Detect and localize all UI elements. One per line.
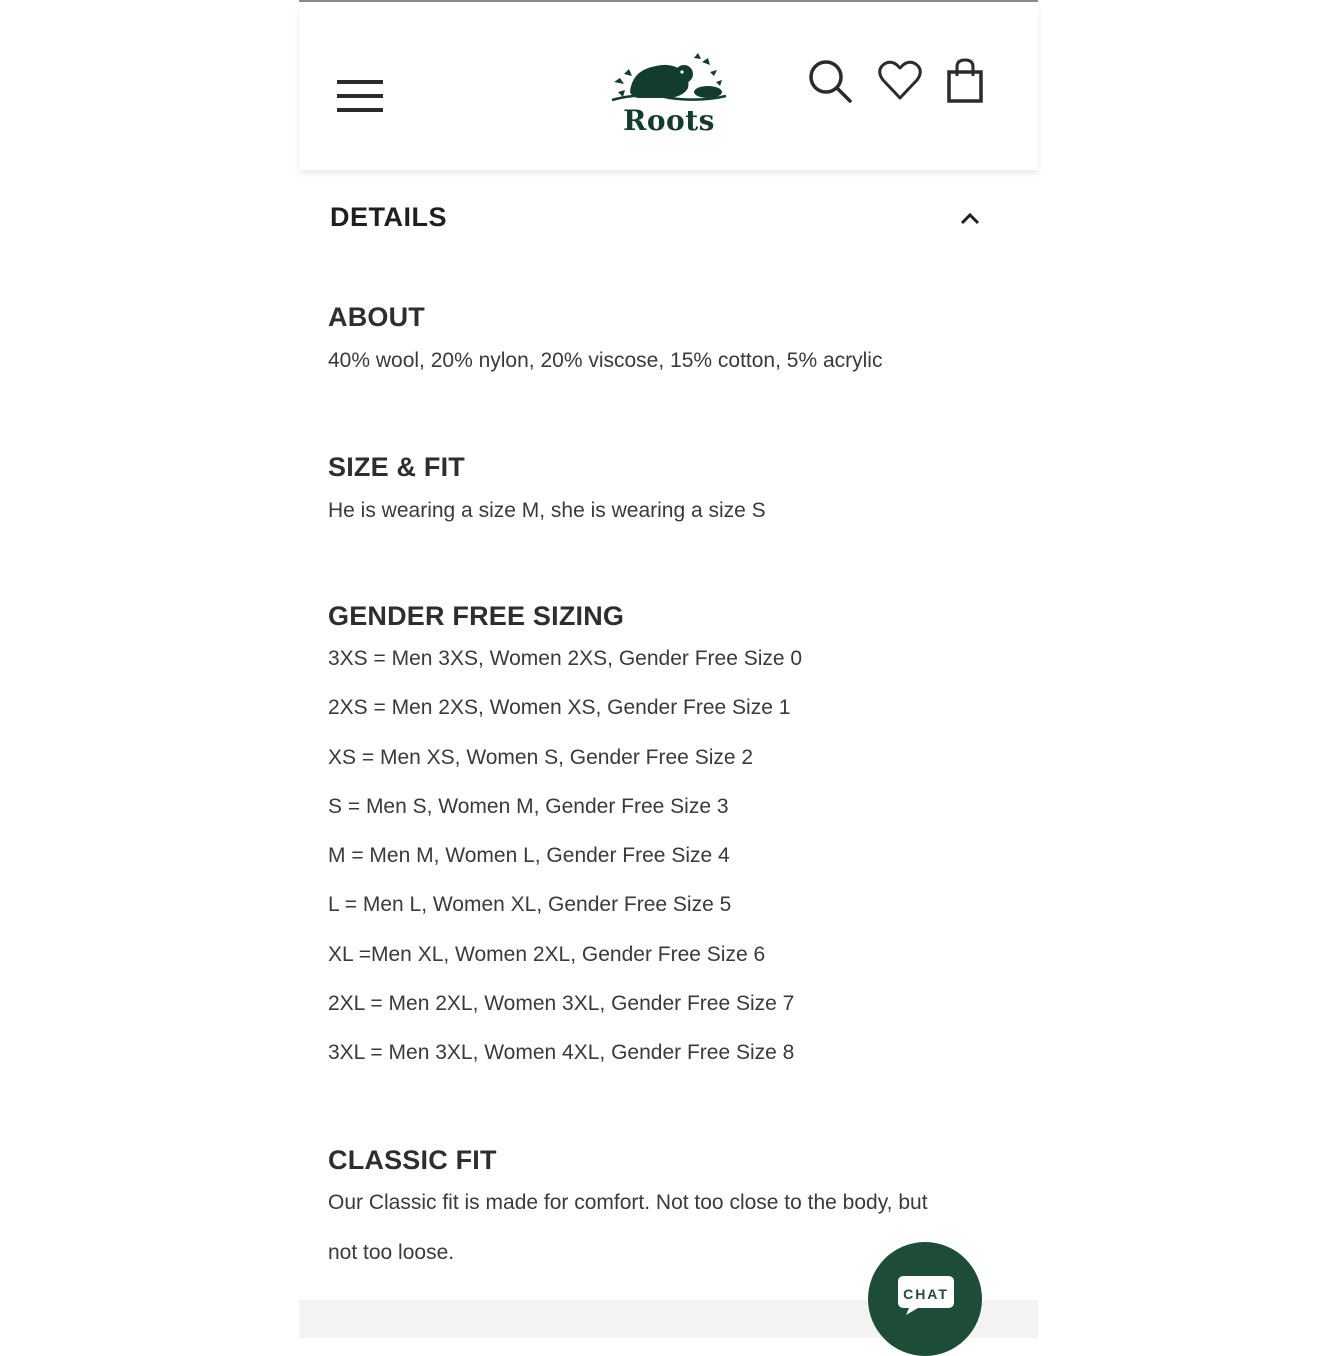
list-item: 3XL = Men 3XL, Women 4XL, Gender Free Size 8 [328,1041,795,1065]
heart-icon [877,58,923,104]
about-heading: ABOUT [328,302,425,332]
list-item: L = Men L, Women XL, Gender Free Size 5 [328,893,732,917]
search-button[interactable] [807,58,853,104]
details-accordion-header[interactable] [330,196,990,242]
size-fit-text: He is wearing a size M, she is wearing a size S [328,499,766,522]
site-header [299,2,1038,170]
about-section [328,300,1018,378]
roots-logo[interactable] [610,52,728,142]
chevron-up-icon [958,208,982,228]
list-item: XL =Men XL, Women 2XL, Gender Free Size 6 [328,942,766,966]
size-conversion-list [328,634,1018,1078]
chat-button[interactable] [868,1242,982,1356]
chat-label: CHAT [903,1286,949,1302]
hamburger-menu-icon [335,76,385,116]
classic-fit-text-line1: Our Classic fit is made for comfort. Not too close to the body, but [328,1191,928,1214]
size-fit-heading: SIZE & FIT [328,452,465,482]
list-item: M = Men M, Women L, Gender Free Size 4 [328,844,730,868]
gender-free-sizing-section [328,599,1018,1078]
logo-wordmark: Roots [623,104,715,137]
list-item: 2XS = Men 2XS, Women XS, Gender Free Size 1 [328,696,791,720]
details-title: DETAILS [330,202,447,232]
list-item: 2XL = Men 2XL, Women 3XL, Gender Free Size 7 [328,992,795,1016]
list-item: S = Men S, Women M, Gender Free Size 3 [328,794,729,818]
wishlist-button[interactable] [877,58,923,104]
size-fit-section [328,450,1018,528]
classic-fit-text-line2: not too loose. [328,1241,455,1265]
shopping-bag-button[interactable] [945,58,985,104]
gender-free-sizing-heading: GENDER FREE SIZING [328,601,625,631]
search-icon [807,58,853,104]
about-text: 40% wool, 20% nylon, 20% viscose, 15% cotton, 5% acrylic [328,349,883,372]
product-details-page [299,0,1038,1338]
menu-button[interactable] [335,76,385,116]
list-item: XS = Men XS, Women S, Gender Free Size 2 [328,745,754,769]
beaver-logo-icon [610,52,728,108]
shopping-bag-icon [945,58,985,104]
list-item: 3XS = Men 3XS, Women 2XS, Gender Free Size 0 [328,647,803,670]
classic-fit-heading: CLASSIC FIT [328,1145,497,1175]
